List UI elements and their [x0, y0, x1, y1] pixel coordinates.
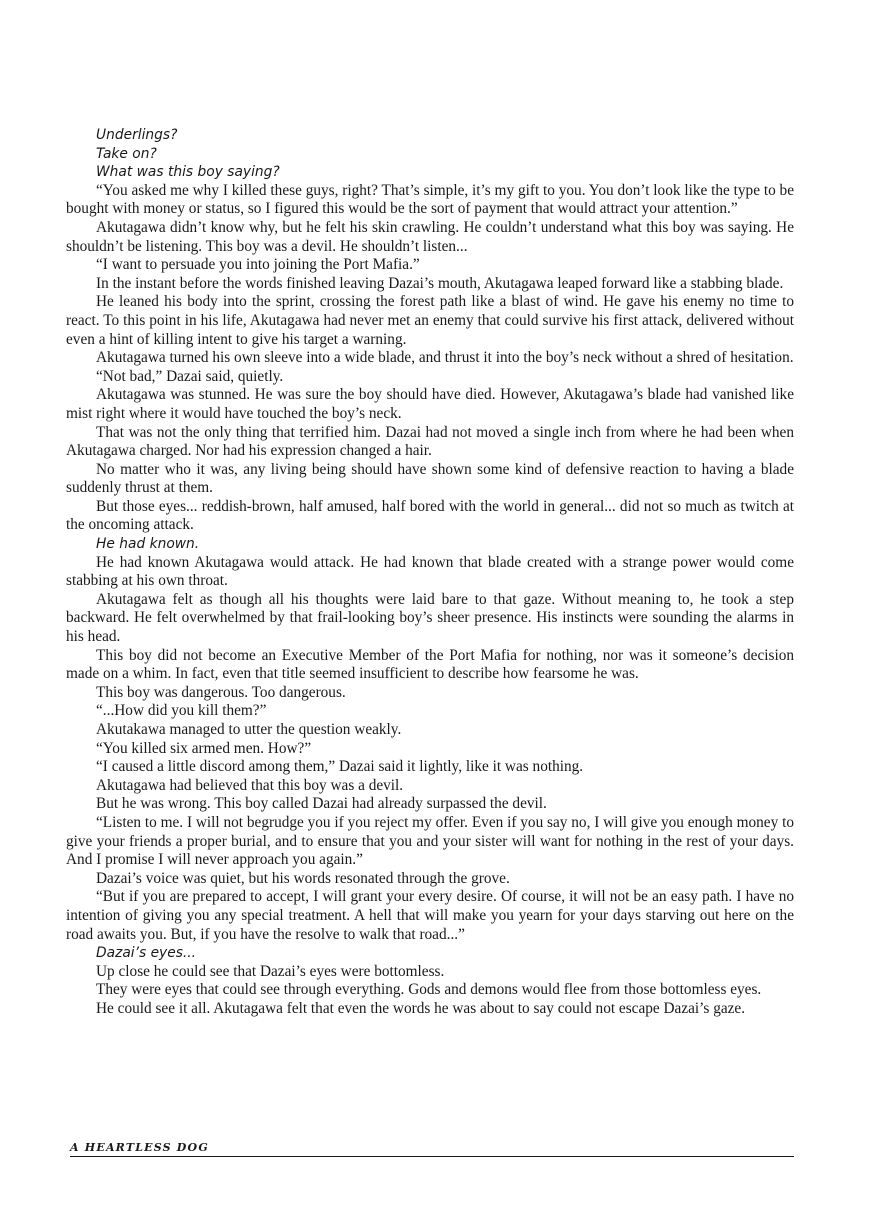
- paragraph: He could see it all. Akutagawa felt that even the words he was about to say could not escape Dazai’s gaze.: [96, 999, 746, 1017]
- paragraph: But those eyes... reddish-brown, half amused, half bored with the world in general... did not so much as twitch at the oncoming attack.: [66, 497, 794, 534]
- paragraph: Akutagawa felt as though all his thoughts were laid bare to that gaze. Without meaning to, he took a step backward. He felt overwhelmed by that frail-looking boy’s sheer presence. His instincts were sounding the alarms in his head.: [66, 590, 794, 646]
- paragraph: This boy was dangerous. Too dangerous.: [96, 683, 346, 701]
- paragraph: “I caused a little discord among them,” Dazai said it lightly, like it was nothing.: [96, 758, 584, 776]
- body-text: [66, 126, 794, 1019]
- italic-paragraph: Dazai’s eyes...: [96, 945, 197, 962]
- paragraph: Akutagawa was stunned. He was sure the boy should have died. However, Akutagawa’s blade had vanished like mist right where it would have touched the boy’s neck.: [66, 386, 794, 422]
- paragraph: Akutakawa managed to utter the question weakly.: [96, 721, 402, 738]
- paragraph: He had known Akutagawa would attack. He had known that blade created with a strange power would come stabbing at his own throat.: [66, 553, 794, 590]
- italic-paragraph: Take on?: [96, 145, 157, 162]
- paragraph: Akutagawa turned his own sleeve into a wide blade, and thrust it into the boy’s neck without a shred of hesitation.: [96, 349, 794, 367]
- paragraph: “Not bad,” Dazai said, quietly.: [96, 367, 284, 385]
- italic-paragraph: What was this boy saying?: [96, 164, 280, 181]
- footer-chapter-title: A HEARTLESS DOG: [70, 1141, 209, 1154]
- paragraph: “...How did you kill them?”: [96, 702, 267, 720]
- paragraph: He leaned his body into the sprint, crossing the forest path like a blast of wind. He gave his enemy no time to react. To this point in his life, Akutagawa had never met an enemy that could survive his first attack, delivered without even a hint of killing intent to give his target a warning.: [66, 293, 794, 348]
- paragraph: “You asked me why I killed these guys, right? That’s simple, it’s my gift to you. You don’t look like the type to be bought with money or status, so I figured this would be the sort of payment that would attract your attention.”: [66, 181, 794, 218]
- paragraph: “I want to persuade you into joining the Port Mafia.”: [96, 256, 420, 274]
- paragraph: Dazai’s voice was quiet, but his words resonated through the grove.: [96, 869, 510, 887]
- paragraph: They were eyes that could see through everything. Gods and demons would flee from those bottomless eyes.: [96, 981, 762, 999]
- paragraph: Up close he could see that Dazai’s eyes were bottomless.: [96, 962, 445, 980]
- footer-rule: [70, 1156, 794, 1157]
- paragraph: “You killed six armed men. How?”: [96, 739, 312, 757]
- italic-paragraph: Underlings?: [96, 127, 178, 143]
- paragraph: Akutagawa had believed that this boy was a devil.: [96, 776, 404, 794]
- paragraph: “But if you are prepared to accept, I will grant your every desire. Of course, it will not be an easy path. I have no intention of giving you any special treatment. A hell that will make you yearn for your days starving out here on the road awaits you. But, if you have the resolve to walk that road...”: [66, 888, 794, 943]
- paragraph: This boy did not become an Executive Member of the Port Mafia for nothing, nor was it someone’s decision made on a whim. In fact, even that title seemed insufficient to describe how fearsome he was.: [66, 646, 794, 683]
- running-footer: [70, 1141, 794, 1154]
- paragraph: That was not the only thing that terrified him. Dazai had not moved a single inch from where he had been when Akutagawa charged. Nor had his expression changed a hair.: [66, 423, 794, 460]
- italic-paragraph: He had known.: [96, 536, 200, 553]
- paragraph: But he was wrong. This boy called Dazai had already surpassed the devil.: [96, 795, 547, 813]
- paragraph: Akutagawa didn’t know why, but he felt his skin crawling. He couldn’t understand what this boy was saying. He shouldn’t be listening. This boy was a devil. He shouldn’t listen...: [66, 218, 794, 255]
- paragraph: “Listen to me. I will not begrudge you if you reject my offer. Even if you say no, I will give you enough money to give your friends a proper burial, and to ensure that you and your sister will want for nothing in the rest of your days. And I promise I will never approach you again.”: [66, 813, 794, 869]
- paragraph: No matter who it was, any living being should have shown some kind of defensive reaction to having a blade suddenly thrust at them.: [66, 460, 794, 497]
- paragraph: In the instant before the words finished leaving Dazai’s mouth, Akutagawa leaped forward like a stabbing blade.: [96, 274, 784, 292]
